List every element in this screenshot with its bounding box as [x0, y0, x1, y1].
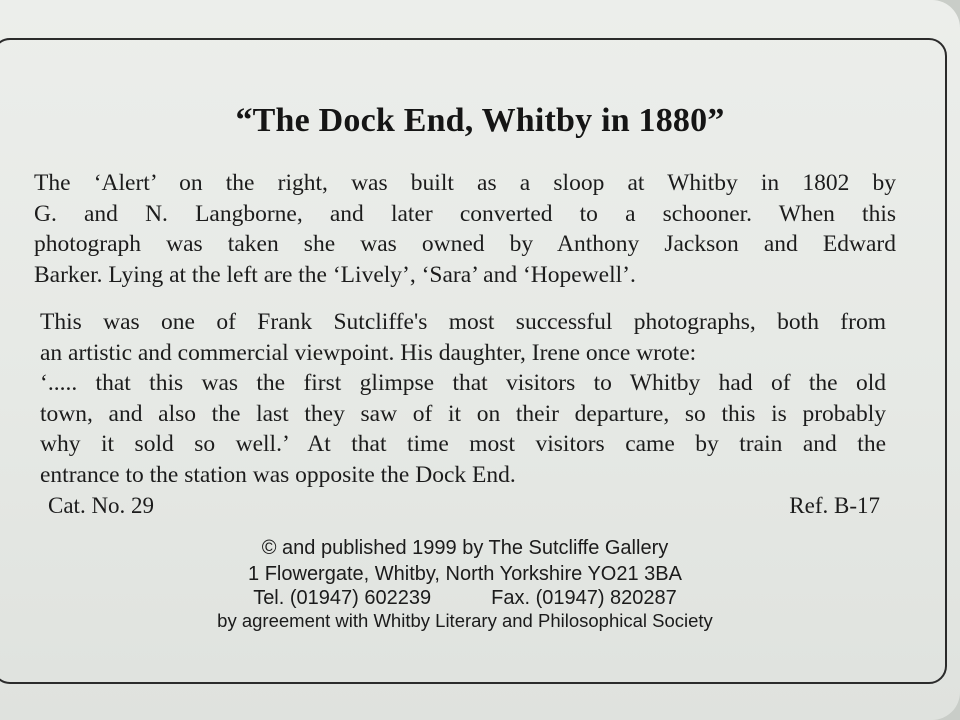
contact-line: [0, 587, 930, 610]
paragraph-ship-description: [34, 168, 896, 290]
text-line: an artistic and commercial viewpoint. His daughter, Irene once wrote:: [40, 339, 697, 366]
text-line: why it sold so well.’ At that time most visitors came by train and the: [40, 431, 886, 457]
agreement-line: by agreement with Whitby Literary and Philosophical Society: [217, 610, 713, 631]
card-title: “The Dock End, Whitby in 1880”: [235, 102, 725, 139]
text-line: town, and also the last they saw of it on their departure, so this is probably: [40, 400, 886, 427]
catalogue-number: Cat. No. 29: [48, 493, 155, 518]
reference-number: Ref. B-17: [789, 493, 880, 518]
text-line: This was one of Frank Sutcliffe's most successful photographs, both from: [40, 309, 886, 335]
publisher-line: © and published 1999 by The Sutcliffe Gallery: [261, 537, 669, 559]
fax-number: Fax. (01947) 820287: [491, 587, 677, 609]
text-line: The ‘Alert’ on the right, was built as a sloop at Whitby in 1802 by: [34, 170, 896, 196]
address-line: 1 Flowergate, Whitby, North Yorkshire YO21 3BA: [248, 563, 682, 585]
text-line: G. and N. Langborne, and later converted to a schooner. When this: [34, 200, 896, 227]
text-line: photograph was taken she was owned by Anthony Jackson and Edward: [34, 231, 896, 257]
text-line: entrance to the station was opposite the Dock End.: [40, 461, 516, 488]
text-line: Barker. Lying at the left are the ‘Lively’, ‘Sara’ and ‘Hopewell’.: [34, 261, 636, 288]
paragraph-photograph-history: [40, 307, 886, 490]
text-line: ‘..... that this was the first glimpse that visitors to Whitby had of the old: [40, 370, 886, 396]
telephone-number: Tel. (01947) 602239: [253, 587, 432, 609]
